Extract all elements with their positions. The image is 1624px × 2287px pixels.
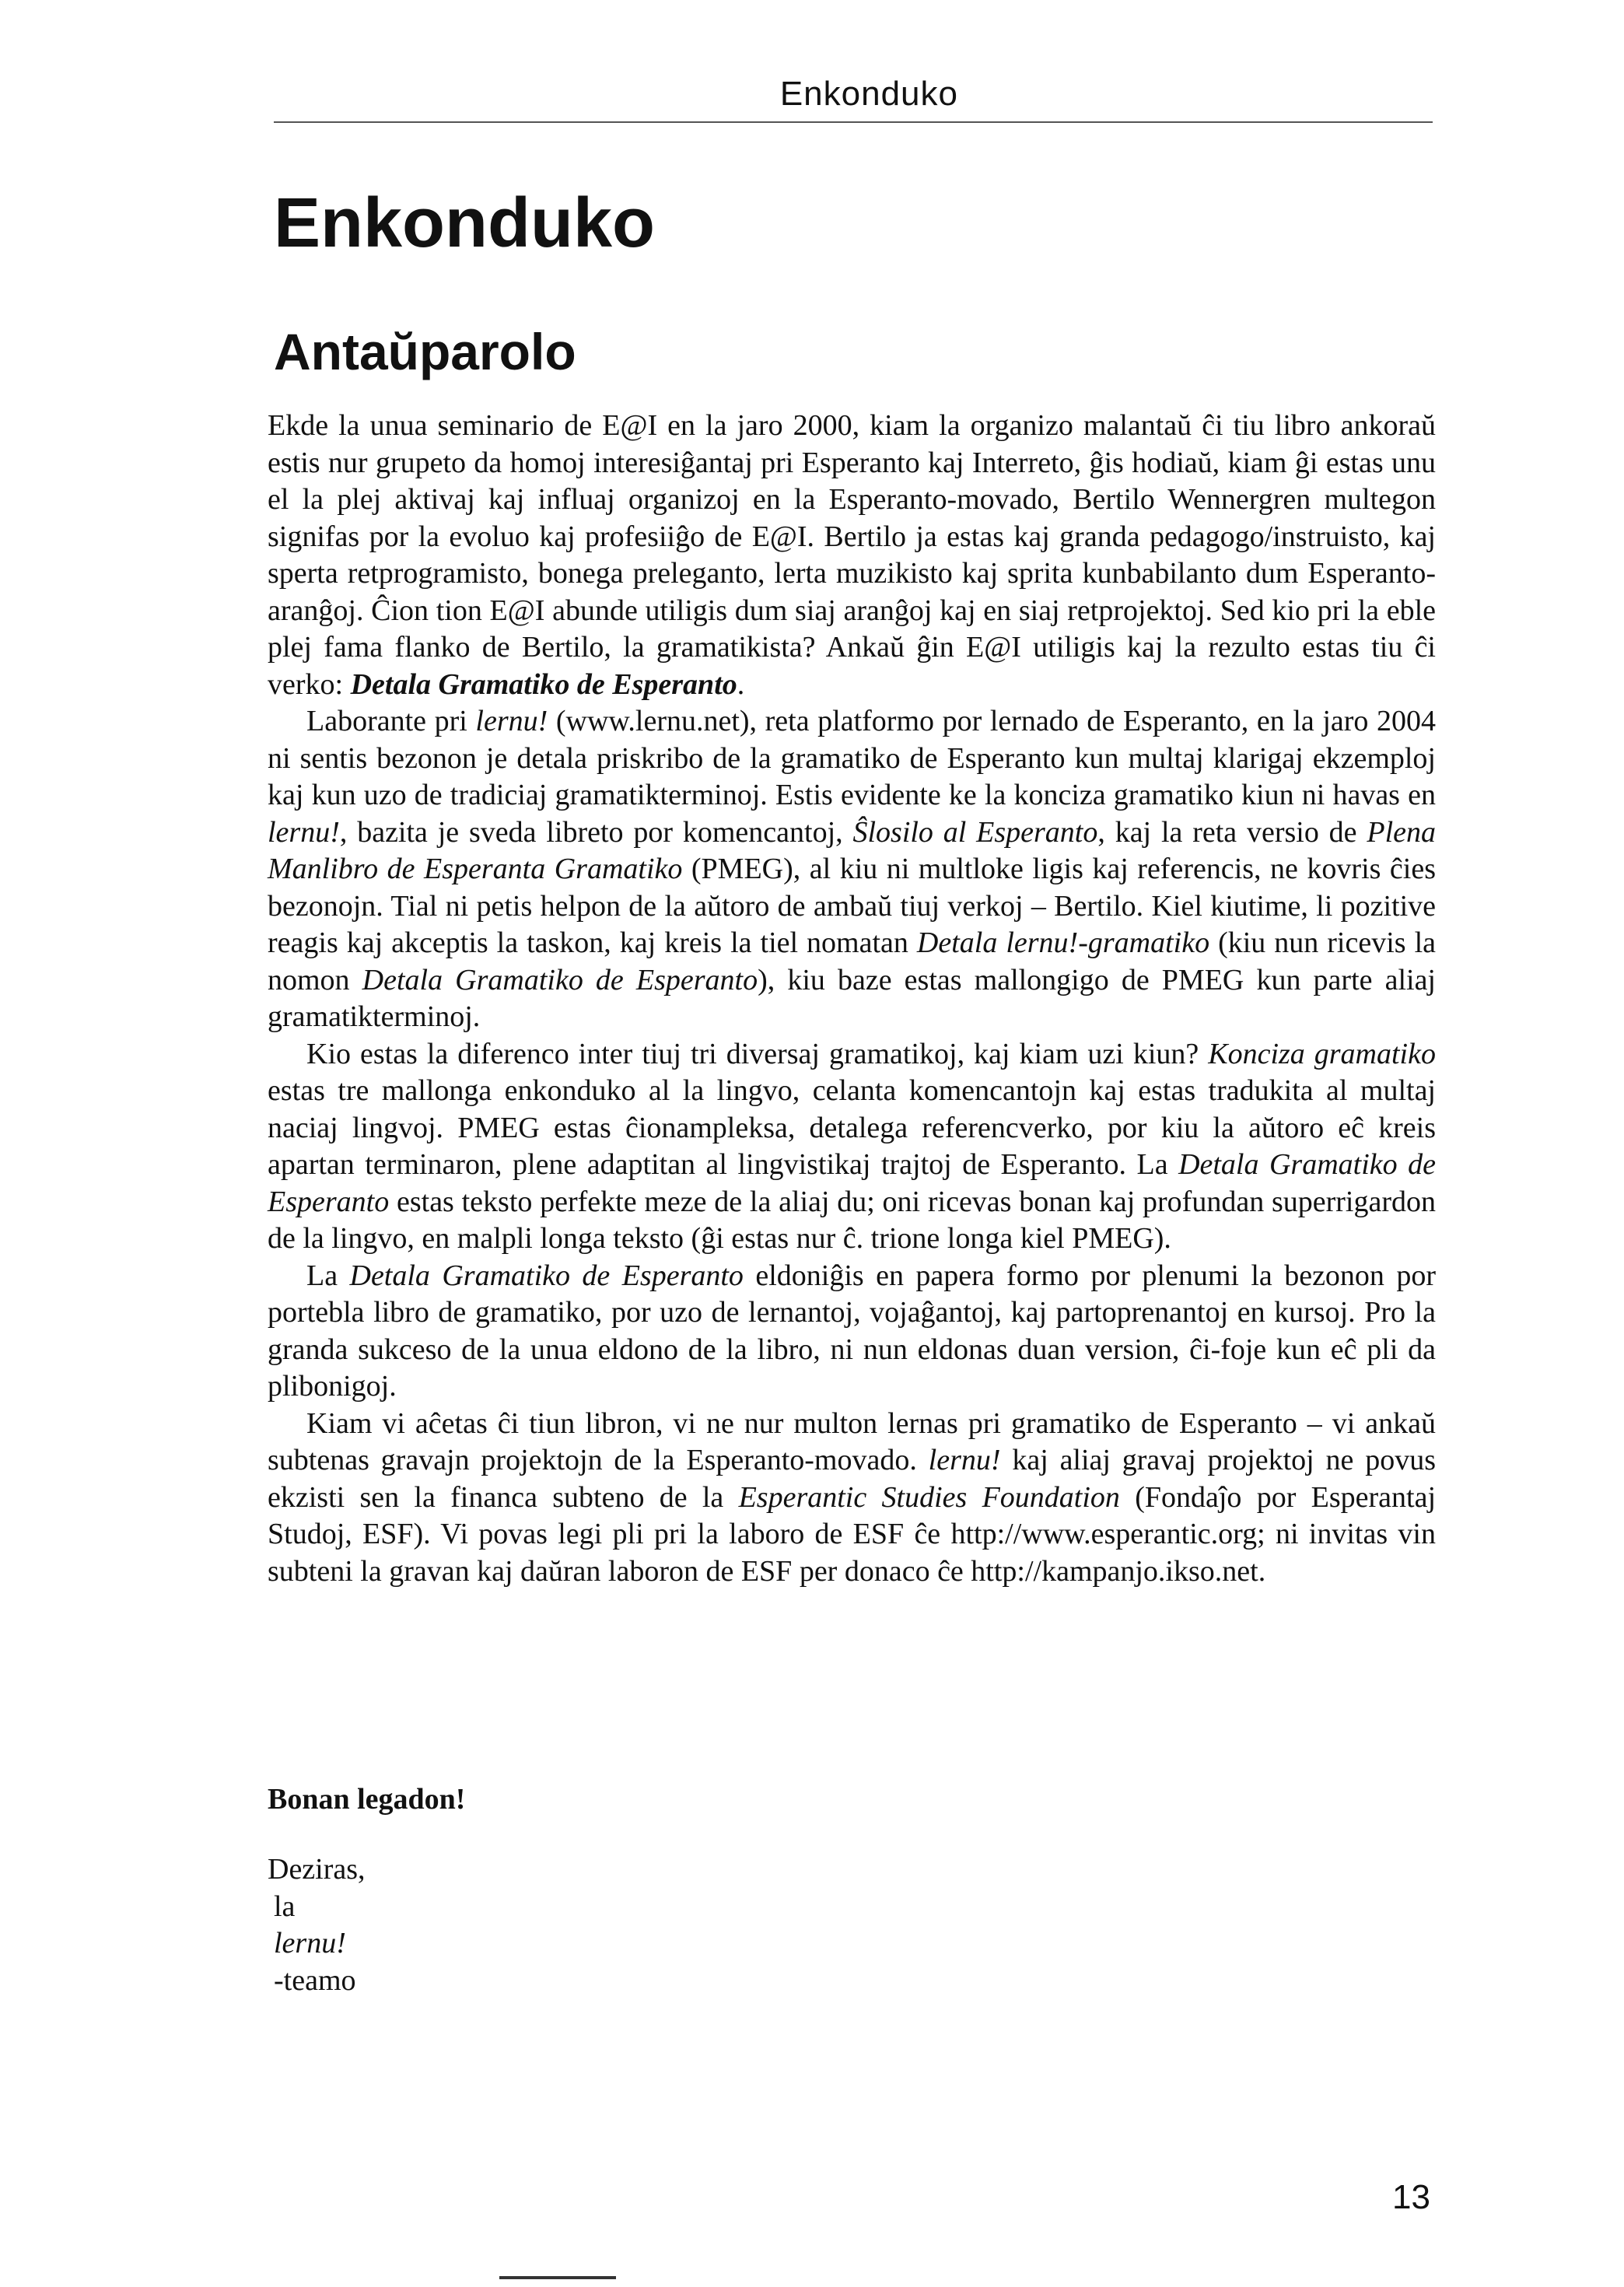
paragraph-text: kaj aliaj gravaj projektoj ne povus ekzisti sen la financa subteno de la bbox=[268, 1444, 1436, 1514]
italic-term: lernu! bbox=[475, 705, 548, 737]
italic-term: Detala Gramatiko de Esperanto bbox=[362, 963, 758, 996]
page-number: 13 bbox=[1392, 2178, 1430, 2216]
header-rule bbox=[274, 121, 1433, 123]
paragraph-text: , bazita je sveda libreto por komencantoj, bbox=[339, 815, 853, 849]
paragraph-text: Kiam vi aĉetas ĉi tiun libron, vi ne nur multon lernas pri gramatiko de Esperanto – vi ankaŭ subtenas gravajn projektojn de la Esperanto-movado. bbox=[268, 1406, 1436, 1476]
paragraph-text: . bbox=[737, 667, 745, 701]
paragraph-text: Kio estas la diferenco inter tiuj tri diversaj gramatikoj, kaj kiam uzi kiun? bbox=[306, 1037, 1209, 1070]
signature-text: -teamo bbox=[274, 1963, 356, 1997]
paragraph-text: (kiu nun ricevis la nomon bbox=[268, 926, 1436, 996]
italic-term: Detala Gramatiko de Esperanto bbox=[268, 1148, 1436, 1218]
signature bbox=[268, 1889, 968, 2000]
paragraph-text: Laborante pri bbox=[306, 705, 476, 737]
running-header: Enkonduko bbox=[779, 75, 958, 113]
signoff: Deziras, bbox=[268, 1853, 366, 1886]
section-title: Antaŭparolo bbox=[274, 323, 576, 380]
paragraph-text: eldoniĝis en papera formo por plenumi la bezonon por portebla libro de gramatiko, por uzo de lernantoj, vojaĝantoj, kaj partoprenantoj en kursoj. Pro la granda sukceso de la unua eldono de la libro, ni nun eldonas duan version, ĉi-foje kun eĉ pli da plibonigoj. bbox=[268, 1259, 1437, 1403]
italic-term: Esperantic Studies Foundation bbox=[738, 1480, 1120, 1514]
italic-term: Konciza gramatiko bbox=[1208, 1037, 1436, 1070]
paragraph-text: ), kiu baze estas mallongigo de PMEG kun parte aliaj gramatikterminoj. bbox=[268, 963, 1436, 1033]
body-text bbox=[268, 408, 1436, 1590]
italic-term: Plena Manlibro de Esperanta Gramatiko bbox=[268, 815, 1436, 885]
paragraph-5 bbox=[268, 1406, 1436, 1591]
paragraph-3 bbox=[268, 1036, 1436, 1258]
paragraph-text: La bbox=[306, 1259, 350, 1292]
paragraph-text: estas teksto perfekte meze de la aliaj du; oni ricevas bonan kaj profundan superrigardon de la lingvo, en malpli longa teksto (ĝi estas nur ĉ. trione longa kiel PMEG). bbox=[268, 1185, 1436, 1255]
paragraph-text: estas tre mallonga enkonduko al la lingvo, celanta komencantojn kaj estas tradukita al multaj naciaj lingvoj. PMEG estas ĉionampleksa, detalega referencverko, por kiu la aŭtoro eĉ kreis apartan terminaron, plene adaptitan al lingvistikaj trajtoj de Esperanto. La bbox=[268, 1074, 1436, 1181]
paragraph-text: , kaj la reta versio de bbox=[1097, 815, 1367, 849]
italic-term: lernu! bbox=[268, 815, 340, 849]
italic-term: lernu! bbox=[274, 1927, 346, 1960]
paragraph-1 bbox=[268, 408, 1436, 703]
italic-term: lernu! bbox=[928, 1444, 1001, 1476]
bottom-scan-mark bbox=[499, 2276, 616, 2279]
italic-term: Detala lernu!-gramatiko bbox=[916, 926, 1210, 959]
signature-text: la bbox=[274, 1889, 296, 1923]
italic-term: Ŝlosilo al Esperanto bbox=[852, 815, 1098, 849]
paragraph-2 bbox=[268, 703, 1436, 1036]
paragraph-4 bbox=[268, 1258, 1436, 1406]
paragraph-text: (PMEG), al kiu ni multloke ligis kaj referencis, ne kovris ĉies bezonojn. Tial ni petis helpon de la aŭtoro de ambaŭ tiuj verkoj – Bertilo. Kiel kiutime, li pozitive reagis kaj akceptis la taskon, kaj kreis la tiel nomatan bbox=[268, 853, 1437, 959]
paragraph-text: (Fondaĵo por Esperantaj Studoj, ESF). Vi povas legi pli pri la laboro de ESF ĉe http://www.esperantic.org; ni invitas vin subteni la gravan kaj daŭran laboron de ESF per donaco ĉe http://kampanjo.ikso.net. bbox=[268, 1480, 1437, 1588]
paragraph-text: Ekde la unua seminario de E@I en la jaro 2000, kiam la organizo malantaŭ ĉi tiu libro ankoraŭ estis nur grupeto da homoj interesiĝantaj pri Esperanto kaj Interreto, ĝis hodiaŭ, kiam ĝi estas unu el la plej aktivaj kaj influaj organizoj en la Esperanto-movado, Bertilo Wennergren multegon signifas por la evoluo kaj profesiiĝo de E@I. Bertilo ja estas kaj granda pedagogo/instruisto, kaj sperta retprogramisto, bonega preleganto, lerta muzikisto kaj sprita kunbabilanto dum Esperanto-aranĝoj. Ĉion tion E@I abunde utiligis dum siaj aranĝoj kaj en siaj retprojektoj. Sed kio pri la eble plej fama flanko de Bertilo, la gramatikista? Ankaŭ ĝin E@I utiligis kaj la rezulto estas tiu ĉi verko: bbox=[268, 409, 1436, 701]
signature-block bbox=[268, 1851, 968, 1999]
greeting: Bonan legadon! bbox=[268, 1783, 466, 1816]
italic-term: Detala Gramatiko de Esperanto bbox=[349, 1259, 744, 1292]
chapter-title: Enkonduko bbox=[274, 184, 655, 262]
paragraph-text: (www.lernu.net), reta platformo por lernado de Esperanto, en la jaro 2004 ni sentis bezonon je detala priskribo de la gramatiko de Esperanto kun multaj klarigaj ekzemploj kaj kun uzo de tradiciaj gramatikterminoj. Estis evidente ke la konciza gramatiko kiun ni havas en bbox=[268, 705, 1437, 811]
emphasis-title: Detala Gramatiko de Esperanto bbox=[350, 667, 737, 701]
